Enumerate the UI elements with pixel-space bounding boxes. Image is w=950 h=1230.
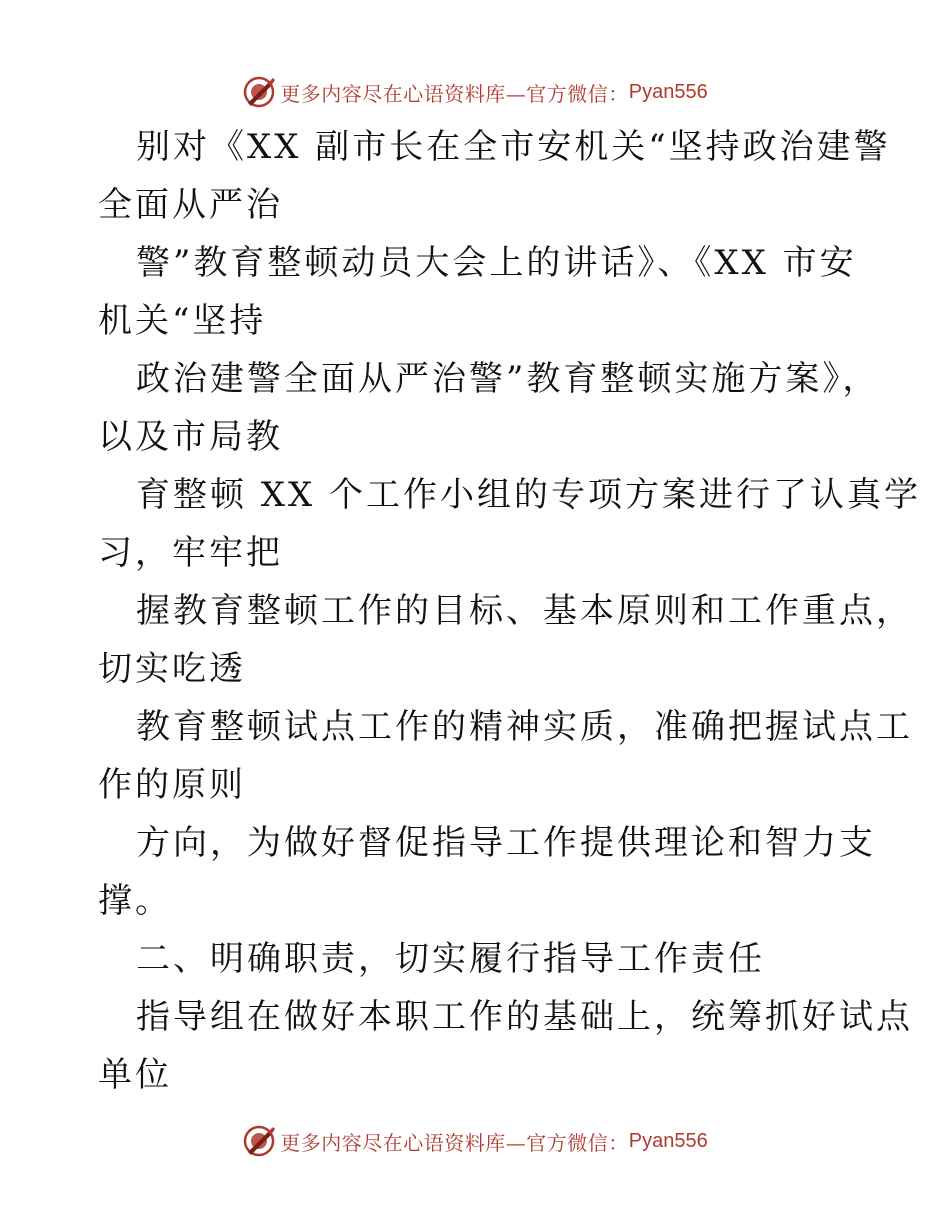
watermark-text: 更多内容尽在心语资料库—官方微信：: [280, 81, 629, 106]
text-line: 习，牢牢把: [98, 533, 283, 573]
text-line: 教育整顿试点工作的精神实质，准确把握试点工: [136, 707, 913, 747]
text-line: 以及市局教: [98, 417, 283, 457]
watermark-wechat-id: Pyan556: [628, 80, 708, 103]
text-line: 作的原则: [98, 765, 246, 805]
watermark-wechat-id: Pyan556: [628, 1129, 708, 1152]
text-line: 机关“坚持: [98, 301, 267, 341]
text-line: 方向，为做好督促指导工作提供理论和智力支: [136, 823, 876, 863]
text-line: 单位: [98, 1055, 172, 1095]
text-line: 撑。: [98, 881, 172, 921]
pen-logo-icon: [242, 1124, 276, 1158]
header-watermark: [0, 72, 950, 112]
text-line: 切实吃透: [98, 649, 246, 689]
text-line: 握教育整顿工作的目标、基本原则和工作重点，: [136, 591, 913, 631]
watermark-text: 更多内容尽在心语资料库—官方微信：: [280, 1130, 629, 1155]
section-heading: 二、明确职责，切实履行指导工作责任: [136, 939, 765, 979]
document-body: [98, 118, 922, 1104]
text-line: 指导组在做好本职工作的基础上，统筹抓好试点: [136, 997, 913, 1037]
text-line: 别对《XX 副市长在全市安机关“坚持政治建警: [136, 127, 891, 167]
text-line: 警”教育整顿动员大会上的讲话》、《XX 市安: [136, 243, 857, 283]
pen-logo-icon: [242, 75, 276, 109]
text-line: 全面从严治: [98, 185, 283, 225]
footer-watermark: [0, 1121, 950, 1161]
text-line: 育整顿 XX 个工作小组的专项方案进行了认真学: [136, 475, 922, 515]
text-line: 政治建警全面从严治警”教育整顿实施方案》，: [136, 359, 880, 399]
